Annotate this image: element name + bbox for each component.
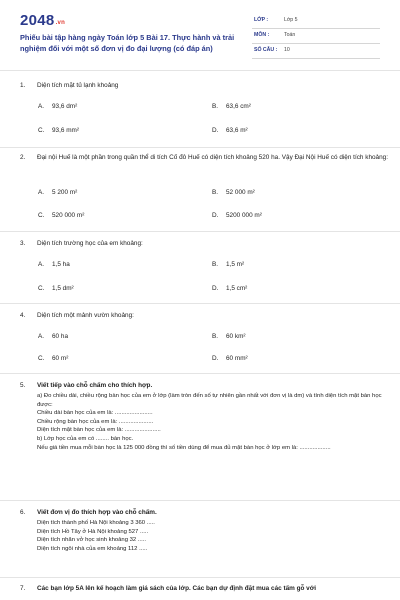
question-number: 1. — [20, 82, 26, 89]
body-line: b) Lớp học của em có ........ bàn học. — [37, 435, 134, 442]
body-line: Diện tích thành phố Hà Nội khoảng 3 360 ..... — [37, 520, 155, 526]
meta-row-class — [252, 14, 380, 29]
option-text: 52 000 m² — [226, 189, 255, 196]
meta-value: 10 — [284, 47, 290, 53]
option-letter: C. — [38, 285, 45, 292]
question-body — [37, 519, 390, 553]
divider — [0, 303, 400, 304]
worksheet-title: Phiếu bài tập hàng ngày Toán lớp 5 Bài 17. Thực hành và trải nghiệm đối với một số đơn vị đo đại lượng (có đáp án) — [20, 33, 235, 53]
logo-text: 2048 — [20, 12, 55, 29]
option-text: 60 km² — [226, 333, 246, 340]
meta-row-subject — [252, 29, 380, 44]
option-letter: D. — [212, 355, 219, 362]
option-letter: D. — [212, 212, 219, 219]
meta-value: Toán — [284, 32, 296, 38]
question-4 — [20, 311, 390, 371]
question-7 — [20, 584, 390, 598]
question-3 — [20, 239, 390, 299]
body-line: Nếu giá tiền mua mỗi bàn học là 125 000 đồng thì số tiền dùng để mua đủ mặt bàn học ở lớp em là: ................... — [37, 444, 331, 451]
meta-label: LỚP : — [254, 17, 269, 23]
divider — [0, 70, 400, 71]
option-letter: C. — [38, 355, 45, 362]
option-text: 60 mm² — [226, 355, 248, 362]
question-number: 2. — [20, 154, 26, 161]
option-text: 63,6 cm² — [226, 103, 251, 110]
body-line: a) Đo chiều dài, chiều rộng bàn học của em ở lớp (làm tròn đến số tự nhiên gần nhất với đơn vị là dm) và tính diện tích mặt bàn học được: — [37, 393, 382, 408]
site-logo[interactable] — [20, 12, 65, 29]
question-6 — [20, 508, 390, 572]
meta-label: MÔN : — [254, 32, 270, 38]
body-line: Diện tích Hồ Tây ở Hà Nội khoảng 527 ..... — [37, 528, 149, 535]
option-letter: A. — [38, 333, 45, 340]
option-text: 520 000 m² — [52, 212, 85, 219]
option-letter: B. — [212, 189, 219, 196]
question-text: Diện tích mặt tủ lạnh khoảng — [37, 82, 119, 89]
option-text: 1,5 ha — [52, 261, 70, 268]
body-line: Diện tích mặt bàn học của em là: ...................... — [37, 427, 161, 434]
body-line: Chiều dài bàn học của em là: ....................... — [37, 410, 153, 417]
option-text: 1,5 m² — [226, 261, 245, 268]
logo-suffix: .vn — [55, 20, 66, 26]
option-letter: A. — [38, 103, 45, 110]
option-text: 60 ha — [52, 333, 68, 340]
option-text: 60 m² — [52, 355, 69, 362]
option-letter: C. — [38, 212, 45, 219]
worksheet-header — [0, 0, 400, 68]
option-letter: A. — [38, 189, 45, 196]
option-letter: D. — [212, 127, 219, 134]
meta-row-count — [252, 44, 380, 59]
option-text: 5 200 m² — [52, 189, 78, 196]
divider — [0, 500, 400, 501]
option-text: 63,6 m² — [226, 127, 248, 134]
question-number: 7. — [20, 585, 26, 592]
question-text: Diện tích trường học của em khoảng: — [37, 240, 143, 247]
option-letter: B. — [212, 103, 219, 110]
option-letter: D. — [212, 285, 219, 292]
divider — [0, 373, 400, 374]
option-letter: A. — [38, 261, 45, 268]
option-text: 1,5 cm² — [226, 285, 248, 292]
question-text: Viết tiếp vào chỗ chấm cho thích hợp. — [37, 382, 153, 389]
question-text: Đại nội Huế là một phần trong quần thể di tích Cố đô Huế có diện tích khoảng 520 ha. Vậy Đại Nội Huế có diện tích khoảng: — [37, 154, 388, 161]
body-line: Diện tích ngôi nhà của em khoảng 112 ..... — [37, 545, 148, 552]
option-text: 5200 000 m² — [226, 212, 262, 219]
question-text: Viết đơn vị đo thích hợp vào chỗ chấm. — [37, 509, 157, 516]
question-2 — [20, 153, 390, 225]
option-letter: B. — [212, 261, 219, 268]
question-body — [37, 392, 390, 452]
question-5 — [20, 381, 390, 493]
option-text: 93,6 mm² — [52, 127, 79, 134]
option-text: 1,5 dm² — [52, 285, 74, 292]
meta-label: SỐ CÂU : — [254, 47, 278, 53]
question-number: 3. — [20, 240, 26, 247]
question-1 — [20, 81, 390, 141]
option-letter: B. — [212, 333, 219, 340]
body-line: Diện tích nhãn vở học sinh khoảng 32 ..... — [37, 537, 146, 544]
meta-value: Lớp 5 — [284, 17, 298, 23]
question-number: 4. — [20, 312, 26, 319]
worksheet-meta — [252, 14, 380, 59]
question-text: Các bạn lớp 5A lên kế hoạch làm giá sách của lớp. Các bạn dự định đặt mua các tấm gỗ với — [37, 585, 317, 592]
question-text: Diện tích một mảnh vườn khoảng: — [37, 312, 134, 319]
question-number: 5. — [20, 382, 26, 389]
body-line: Chiều rộng bàn học của em là: ..................... — [37, 418, 154, 425]
question-number: 6. — [20, 509, 26, 516]
divider — [0, 577, 400, 578]
divider — [0, 231, 400, 232]
divider — [0, 147, 400, 148]
option-letter: C. — [38, 127, 45, 134]
option-text: 93,6 dm² — [52, 103, 78, 110]
